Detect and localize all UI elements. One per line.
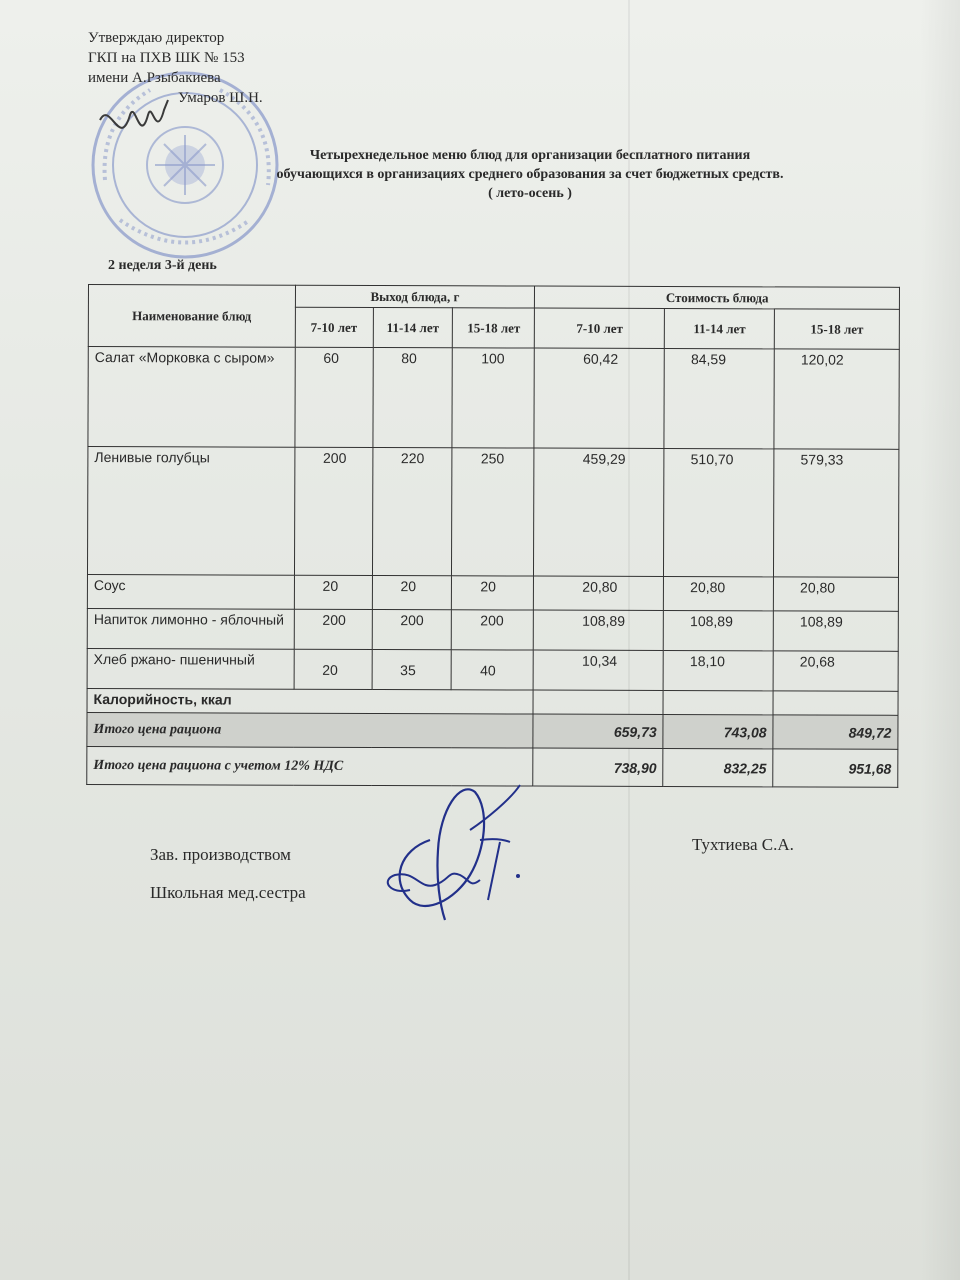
footer-nurse: Школьная мед.сестра bbox=[150, 883, 306, 902]
header-age: 15-18 лет bbox=[453, 308, 535, 348]
yield-cell: 20 bbox=[372, 575, 452, 609]
table-row bbox=[87, 648, 898, 691]
dish-name: Салат «Морковка с сыром» bbox=[88, 347, 295, 448]
total-cell: 743,08 bbox=[663, 715, 773, 749]
cost-cell: 18,10 bbox=[663, 651, 773, 691]
cost-cell: 10,34 bbox=[533, 650, 663, 690]
menu-table bbox=[86, 284, 900, 788]
cost-cell: 20,80 bbox=[773, 577, 898, 611]
total-label: Итого цена рациона bbox=[87, 712, 533, 748]
yield-cell: 100 bbox=[452, 348, 534, 448]
yield-cell: 20 bbox=[294, 649, 372, 689]
table-row bbox=[87, 447, 898, 578]
yield-cell: 80 bbox=[372, 347, 452, 447]
week-label: 2 неделя 3-й день bbox=[108, 258, 217, 273]
footer-head-production: Зав. производством bbox=[150, 845, 291, 864]
document-title bbox=[150, 146, 910, 203]
yield-cell: 220 bbox=[372, 447, 452, 575]
yield-cell: 250 bbox=[452, 448, 534, 576]
header-age: 11-14 лет bbox=[665, 309, 775, 349]
dish-name: Хлеб ржано- пшеничный bbox=[87, 648, 294, 689]
table-row bbox=[87, 575, 898, 612]
cost-cell: 20,68 bbox=[773, 651, 898, 691]
cost-cell: 108,89 bbox=[663, 611, 773, 651]
header-age: 7-10 лет bbox=[295, 307, 373, 347]
dish-name: Напиток лимонно - яблочный bbox=[87, 608, 294, 649]
approval-line: Умаров Ш.Н. bbox=[178, 90, 263, 106]
footer-signer: Тухтиева С.А. bbox=[692, 835, 794, 854]
dish-name: Соус bbox=[87, 575, 294, 610]
vat-total-cell: 832,25 bbox=[663, 749, 773, 787]
header-age: 15-18 лет bbox=[774, 309, 899, 349]
title-line: ( лето-осень ) bbox=[488, 186, 572, 201]
calories-label: Калорийность, ккал bbox=[87, 688, 533, 714]
header-age: 11-14 лет bbox=[373, 307, 453, 347]
title-line: обучающихся в организациях среднего образования за счет бюджетных средств. bbox=[276, 167, 784, 182]
cost-cell: 579,33 bbox=[774, 449, 899, 577]
table-row bbox=[87, 608, 898, 651]
cost-cell: 20,80 bbox=[664, 577, 774, 611]
yield-cell: 60 bbox=[295, 347, 373, 447]
calories-cell bbox=[773, 691, 898, 715]
cost-cell: 108,89 bbox=[773, 611, 898, 651]
header-yield: Выход блюда, г bbox=[295, 285, 535, 308]
yield-cell: 20 bbox=[294, 575, 372, 609]
cost-cell: 510,70 bbox=[664, 449, 774, 577]
approval-line: ГКП на ПХВ ШК № 153 bbox=[88, 50, 245, 66]
vat-total-label: Итого цена рациона с учетом 12% НДС bbox=[87, 746, 534, 786]
cost-cell: 120,02 bbox=[774, 349, 899, 449]
calories-row bbox=[87, 688, 898, 715]
yield-cell: 200 bbox=[452, 610, 534, 650]
vat-total-cell: 951,68 bbox=[773, 749, 898, 787]
yield-cell: 200 bbox=[294, 447, 372, 575]
total-row bbox=[87, 712, 898, 749]
total-cell: 849,72 bbox=[773, 715, 898, 749]
cost-cell: 84,59 bbox=[664, 349, 774, 449]
yield-cell: 35 bbox=[372, 649, 452, 689]
cost-cell: 108,89 bbox=[534, 610, 664, 650]
cost-cell: 60,42 bbox=[534, 348, 664, 448]
title-line: Четырехнедельное меню блюд для организации бесплатного питания bbox=[309, 148, 751, 163]
yield-cell: 40 bbox=[452, 650, 534, 690]
approval-line: Утверждаю директор bbox=[88, 30, 225, 46]
calories-cell bbox=[663, 691, 773, 715]
cost-cell: 459,29 bbox=[534, 448, 664, 576]
yield-cell: 200 bbox=[294, 609, 372, 649]
signature-icon bbox=[360, 780, 540, 930]
yield-cell: 20 bbox=[452, 576, 534, 610]
calories-cell bbox=[533, 690, 663, 714]
dish-name: Ленивые голубцы bbox=[87, 447, 294, 576]
paper-shadow bbox=[920, 0, 960, 1280]
total-cell: 659,73 bbox=[533, 714, 663, 748]
header-cost: Стоимость блюда bbox=[535, 286, 900, 309]
header-dish-name: Наименование блюд bbox=[88, 285, 295, 348]
cost-cell: 20,80 bbox=[534, 576, 664, 610]
yield-cell: 200 bbox=[372, 609, 452, 649]
table-row bbox=[88, 347, 899, 450]
vat-total-cell: 738,90 bbox=[533, 748, 663, 786]
approval-line: имени А.Рзыбакиева bbox=[88, 70, 221, 86]
header-age: 7-10 лет bbox=[535, 308, 665, 348]
approval-block bbox=[88, 28, 263, 108]
